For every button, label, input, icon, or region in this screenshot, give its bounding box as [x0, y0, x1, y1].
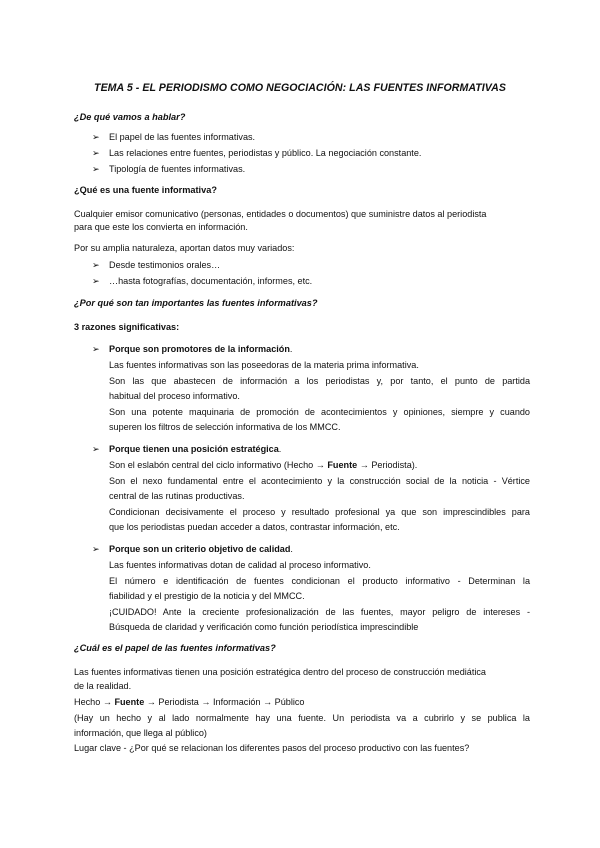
section-heading-source-definition: ¿Qué es una fuente informativa? [74, 185, 217, 195]
process-chain: Hecho → Fuente → Periodista → Información → Público [74, 697, 305, 707]
paragraph-line: Lugar clave - ¿Por qué se relacionan los diferentes pasos del proceso productivo con las fuentes? [74, 743, 470, 753]
section-heading-role: ¿Cuál es el papel de las fuentes informativas? [74, 643, 276, 653]
paragraph-line: Cualquier emisor comunicativo (personas, entidades o documentos) que suministre datos al periodista [74, 209, 487, 219]
reason-line: Las fuentes informativas dotan de calidad al proceso informativo. [109, 560, 371, 570]
reason-title-3: ➢ Porque son un criterio objetivo de calidad. [92, 544, 293, 554]
reason-line: habitual del proceso informativo. [109, 391, 240, 401]
reason-line: ¡CUIDADO! Ante la creciente profesionalización de las fuentes, mayor peligro de intereses - [109, 607, 530, 617]
reason-line: El número e identificación de fuentes condicionan el producto informativo - Determinan la [109, 576, 530, 586]
bullet-arrow-icon: ➢ [92, 260, 100, 270]
reason-line: central de las rutinas productivas. [109, 491, 245, 501]
reason-line: Las fuentes informativas son las poseedoras de la materia prima informativa. [109, 360, 419, 370]
reason-line: fiabilidad y el prestigio de la noticia y del MMCC. [109, 591, 305, 601]
bullet-arrow-icon: ➢ [92, 148, 100, 158]
reason-line: que los periodistas puedan acceder a datos, contrastar información, etc. [109, 522, 400, 532]
reason-line: Condicionan decisivamente el proceso y resultado profesional ya que son imprescindibles para [109, 507, 530, 517]
paragraph-line: información, que llega al público) [74, 728, 207, 738]
list-item: ➢ …hasta fotografías, documentación, informes, etc. [92, 276, 313, 286]
reason-line: Son las que abastecen de información a los periodistas y, por tanto, el punto de partida [109, 376, 530, 386]
bullet-arrow-icon: ➢ [92, 132, 100, 142]
reason-title-2: ➢ Porque tienen una posición estratégica. [92, 444, 282, 454]
paragraph-line: (Hay un hecho y al lado normalmente hay una fuente. Un periodista va a cubrirlo y se publica la [74, 713, 530, 723]
bullet-arrow-icon: ➢ [92, 344, 100, 354]
bullet-arrow-icon: ➢ [92, 164, 100, 174]
list-item: ➢ Desde testimonios orales… [92, 260, 221, 270]
reason-line: Búsqueda de claridad y verificación como función periodística imprescindible [109, 622, 419, 632]
paragraph-line: Las fuentes informativas tienen una posición estratégica dentro del proceso de construcción mediática [74, 667, 486, 677]
reason-title-1: ➢ Porque son promotores de la información. [92, 344, 293, 354]
section-heading-what: ¿De qué vamos a hablar? [74, 112, 186, 122]
list-item: ➢ El papel de las fuentes informativas. [92, 132, 256, 142]
bullet-arrow-icon: ➢ [92, 544, 100, 554]
paragraph-line: de la realidad. [74, 681, 132, 691]
reason-line: Son el eslabón central del ciclo informativo (Hecho → Fuente → Periodista). [109, 460, 418, 470]
reason-line: Son el nexo fundamental entre el acontecimiento y la construcción social de la noticia - Vértice [109, 476, 530, 486]
list-item: ➢ Tipología de fuentes informativas. [92, 164, 246, 174]
page-title: TEMA 5 - EL PERIODISMO COMO NEGOCIACIÓN: LAS FUENTES INFORMATIVAS [94, 82, 506, 94]
paragraph-line: Por su amplia naturaleza, aportan datos muy variados: [74, 243, 295, 253]
bullet-arrow-icon: ➢ [92, 276, 100, 286]
paragraph-line: para que este los convierta en información. [74, 222, 248, 232]
bullet-arrow-icon: ➢ [92, 444, 100, 454]
section-heading-importance: ¿Por qué son tan importantes las fuentes informativas? [74, 298, 318, 308]
reasons-intro: 3 razones significativas: [74, 322, 180, 332]
list-item: ➢ Las relaciones entre fuentes, periodistas y público. La negociación constante. [92, 148, 422, 158]
reason-line: Son una potente maquinaria de promoción de acontecimientos y opiniones, siempre y cuando [109, 407, 530, 417]
reason-line: superen los filtros de selección informativa de los MMCC. [109, 422, 341, 432]
